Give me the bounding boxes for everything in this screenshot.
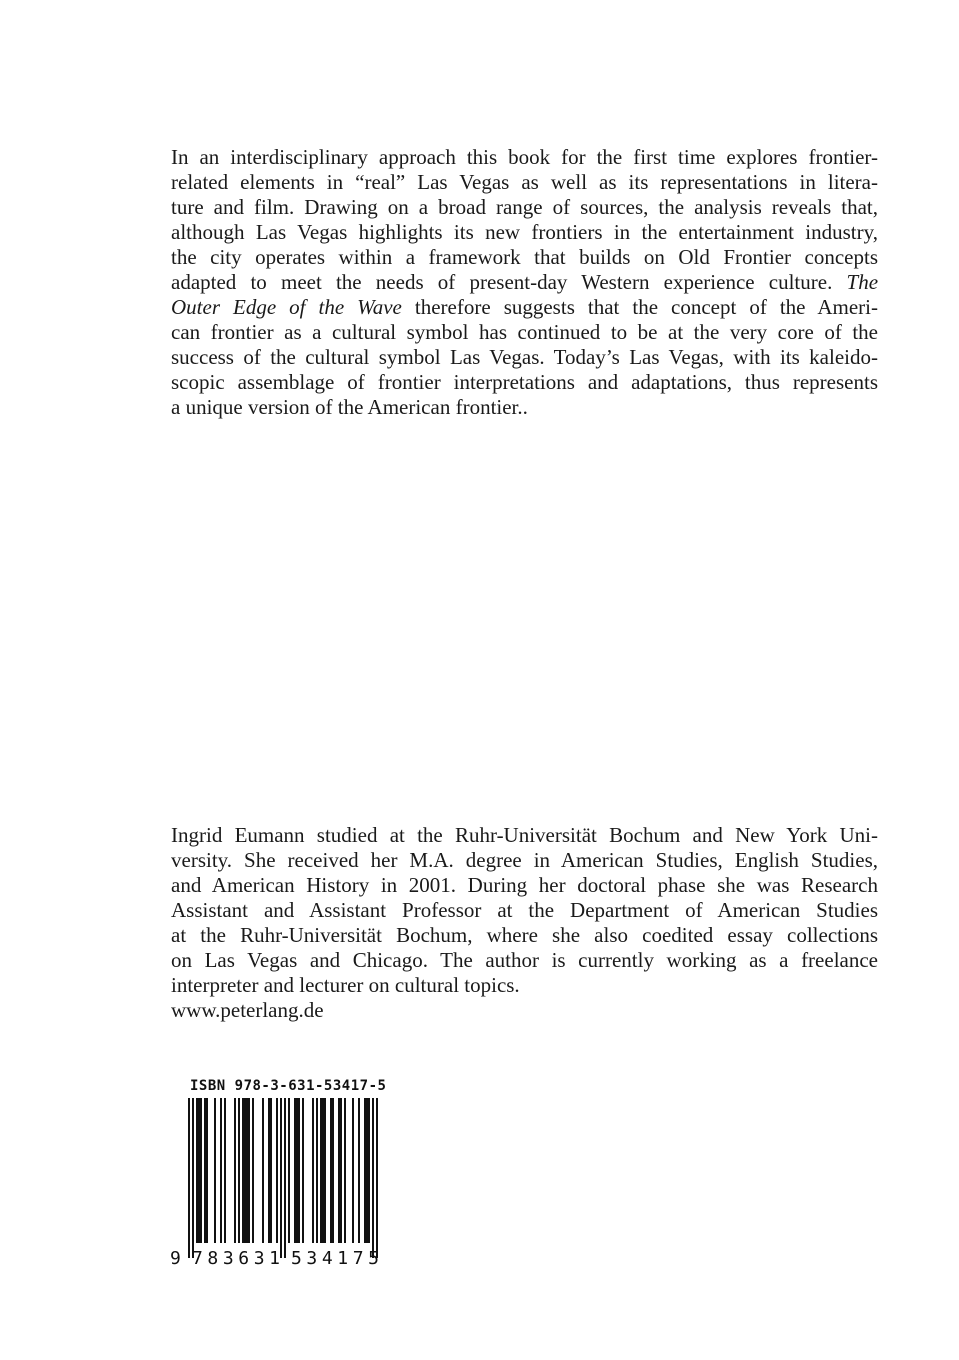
text-segment: therefore suggests that the concept of the Ameri- xyxy=(414,295,879,319)
barcode-bar xyxy=(372,1098,374,1258)
barcode-bar xyxy=(224,1098,226,1243)
barcode-bar xyxy=(276,1098,278,1243)
barcode-bar xyxy=(234,1098,236,1243)
barcode-bar xyxy=(302,1098,304,1243)
book-description xyxy=(171,145,878,420)
text-line: interpreter and lecturer on cultural topics. xyxy=(171,973,520,997)
barcode-bar xyxy=(284,1098,286,1258)
barcode-bar xyxy=(376,1098,378,1258)
barcode-bar xyxy=(352,1098,354,1243)
barcode-bar xyxy=(262,1098,264,1243)
barcode-bar xyxy=(322,1098,324,1243)
text-line: Assistant and Assistant Professor at the Department of American Studies xyxy=(171,898,878,922)
barcode-bar xyxy=(246,1098,248,1243)
barcode-bar xyxy=(200,1098,202,1243)
barcode-bar xyxy=(220,1098,222,1243)
barcode-bar xyxy=(248,1098,250,1243)
publisher-website: www.peterlang.de xyxy=(171,998,324,1022)
barcode-bar xyxy=(324,1098,326,1243)
barcode-bar xyxy=(366,1098,368,1243)
text-line: at the Ruhr-Universität Bochum, where she also coedited essay collections xyxy=(171,923,878,947)
barcode-bar xyxy=(280,1098,282,1258)
barcode-bar xyxy=(312,1098,314,1243)
barcode-bar xyxy=(196,1098,198,1243)
barcode-bar xyxy=(296,1098,298,1243)
text-line: success of the cultural symbol Las Vegas. Today’s Las Vegas, with its kaleido- xyxy=(171,345,878,369)
barcode-bars xyxy=(188,1098,378,1258)
barcode-bar xyxy=(198,1098,200,1243)
barcode-bar xyxy=(332,1098,334,1243)
text-line xyxy=(171,295,878,320)
text-line: ture and film. Drawing on a broad range of sources, the analysis reveals that, xyxy=(171,195,878,219)
ean-left-digits: 783631 xyxy=(192,1248,280,1269)
barcode-bar xyxy=(242,1098,244,1243)
text-line: the city operates within a framework that builds on Old Frontier concepts xyxy=(171,245,878,269)
text-line: Ingrid Eumann studied at the Ruhr-Universität Bochum and New York Uni- xyxy=(171,823,878,847)
author-bio xyxy=(171,823,878,998)
barcode-bar xyxy=(364,1098,366,1243)
barcode-bar xyxy=(320,1098,322,1243)
barcode-bar xyxy=(358,1098,360,1243)
text-line xyxy=(171,270,878,295)
text-line: versity. She received her M.A. degree in American Studies, English Studies, xyxy=(171,848,878,872)
barcode-bar xyxy=(204,1098,206,1243)
barcode-bar xyxy=(330,1098,332,1243)
text-line: can frontier as a cultural symbol has continued to be at the very core of the xyxy=(171,320,878,344)
barcode-bar xyxy=(188,1098,190,1258)
barcode-bar xyxy=(340,1098,342,1243)
text-line: In an interdisciplinary approach this book for the first time explores frontier- xyxy=(171,145,878,169)
barcode-bar xyxy=(270,1098,272,1243)
barcode-bar xyxy=(206,1098,208,1243)
barcode-bar xyxy=(214,1098,216,1243)
barcode-bar xyxy=(192,1098,194,1258)
text-line: and American History in 2001. During her doctoral phase she was Research xyxy=(171,873,878,897)
book-title-italic: The xyxy=(846,270,879,294)
text-line: related elements in “real” Las Vegas as well as its representations in litera- xyxy=(171,170,878,194)
barcode-bar xyxy=(316,1098,318,1243)
barcode-bar xyxy=(244,1098,246,1243)
text-segment: adapted to meet the needs of present-day Western experience culture. xyxy=(171,270,833,294)
barcode-bar xyxy=(238,1098,240,1243)
barcode-bar xyxy=(338,1098,340,1243)
book-title-italic: Outer Edge of the Wave xyxy=(171,295,402,319)
barcode-bar xyxy=(368,1098,370,1243)
isbn-label: ISBN 978-3-631-53417-5 xyxy=(190,1078,387,1094)
barcode-bar xyxy=(288,1098,290,1243)
text-line: a unique version of the American frontier.. xyxy=(171,395,528,419)
barcode-bar xyxy=(344,1098,346,1243)
text-line: scopic assemblage of frontier interpretations and adaptations, thus represents xyxy=(171,370,878,394)
ean-right-digits: 534175 xyxy=(291,1248,379,1269)
barcode-bar xyxy=(294,1098,296,1243)
barcode-bar xyxy=(252,1098,254,1243)
isbn-barcode xyxy=(168,1070,394,1270)
text-line: on Las Vegas and Chicago. The author is currently working as a freelance xyxy=(171,948,878,972)
ean-first-digit: 9 xyxy=(170,1248,181,1269)
barcode-bar xyxy=(298,1098,300,1243)
text-line: although Las Vegas highlights its new frontiers in the entertainment industry, xyxy=(171,220,878,244)
barcode-bar xyxy=(268,1098,270,1243)
